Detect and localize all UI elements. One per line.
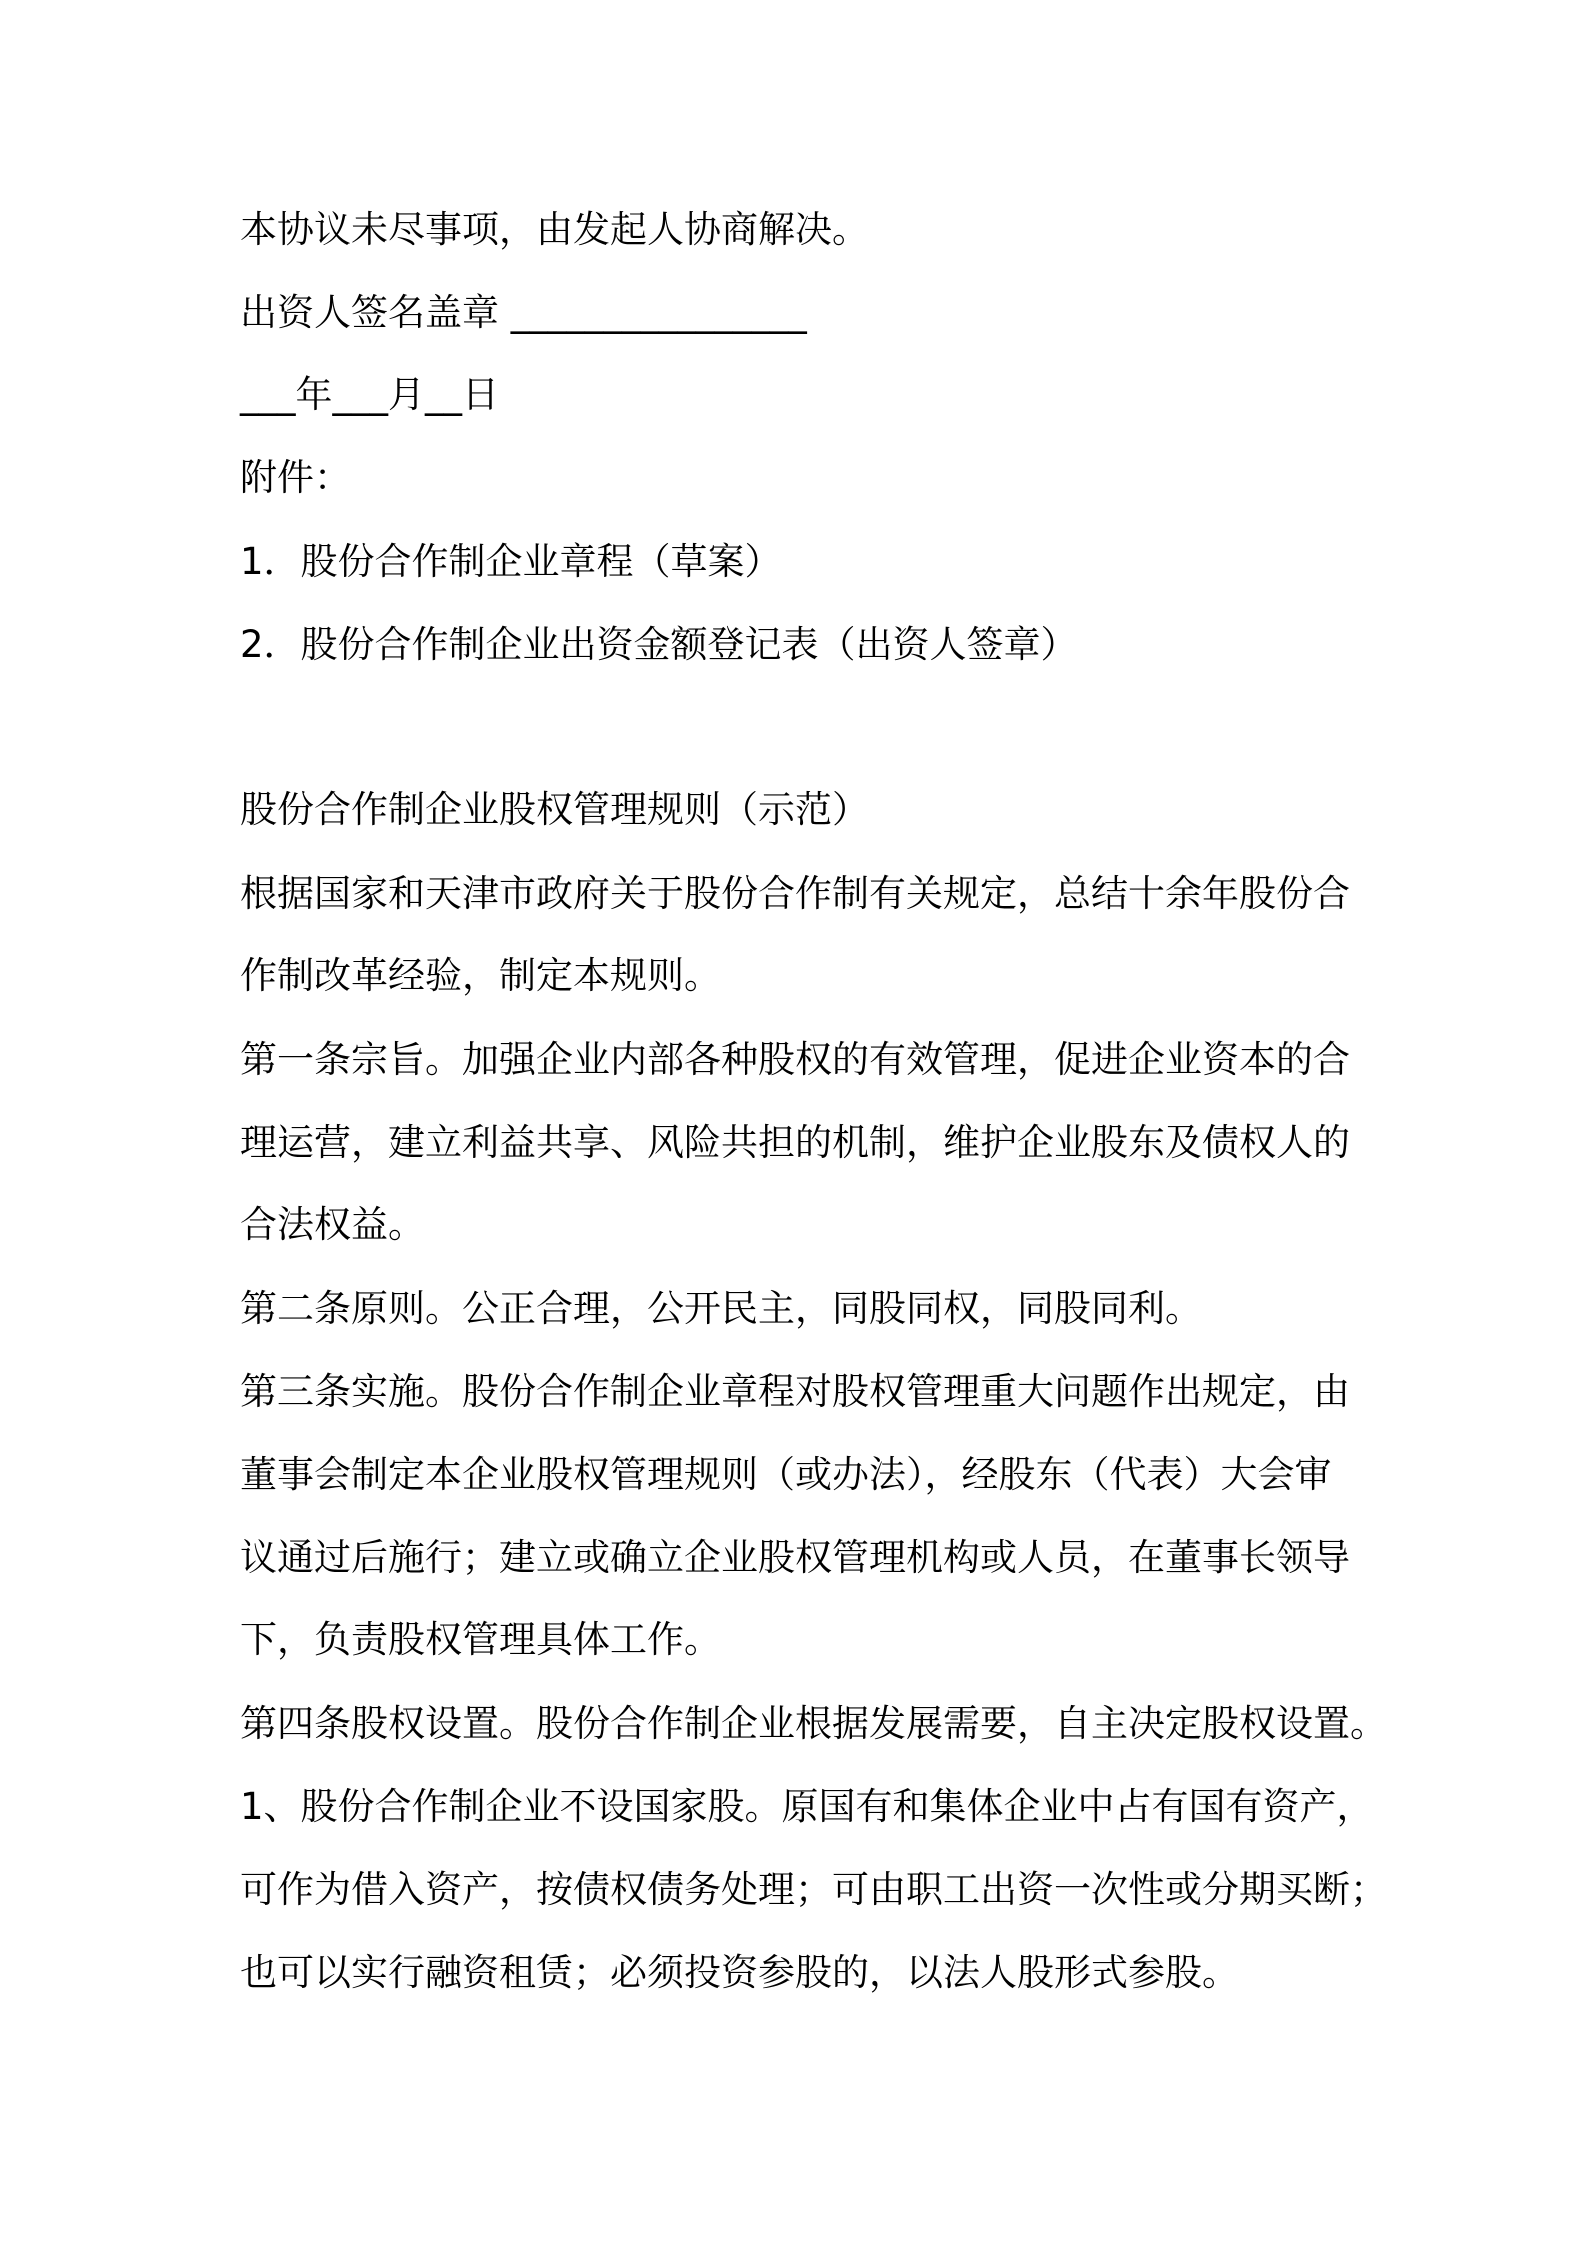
attachments-heading: 附件： [240,456,351,499]
paragraph-line: 根据国家和天津市政府关于股份合作制有关规定，总结十余年股份合 [240,872,1350,915]
paragraph-line: 可作为借入资产，按债权债务处理；可由职工出资一次性或分期买断； [240,1868,1387,1911]
paragraph-line: 第一条宗旨。加强企业内部各种股权的有效管理，促进企业资本的合 [240,1038,1350,1081]
paragraph-line: 下，负责股权管理具体工作。 [240,1618,721,1661]
paragraph-line: 合法权益。 [240,1203,425,1246]
paragraph-line: 1、股份合作制企业不设国家股。原国有和集体企业中占有国有资产， [240,1785,1374,1828]
paragraph-line: 议通过后施行；建立或确立企业股权管理机构或人员，在董事长领导 [240,1536,1350,1579]
paragraph-line: 理运营，建立利益共享、风险共担的机制，维护企业股东及债权人的 [240,1121,1350,1164]
paragraph-line: 第三条实施。股份合作制企业章程对股权管理重大问题作出规定，由 [240,1370,1350,1413]
paragraph-line: 也可以实行融资租赁；必须投资参股的，以法人股形式参股。 [240,1951,1239,1994]
closing-clause: 本协议未尽事项，由发起人协商解决。 [240,208,869,251]
paragraph-line: 作制改革经验，制定本规则。 [240,954,721,997]
date-line: ___年___月__日 [240,373,499,416]
signature-line: 出资人签名盖章 ________________ [240,291,807,334]
attachment-item: 2．股份合作制企业出资金额登记表（出资人签章） [240,623,1078,666]
paragraph-line: 董事会制定本企业股权管理规则（或办法），经股东（代表）大会审 [240,1453,1332,1496]
attachment-item: 1．股份合作制企业章程（草案） [240,540,782,583]
paragraph-line: 第四条股权设置。股份合作制企业根据发展需要，自主决定股权设置。 [240,1702,1387,1745]
rules-title: 股份合作制企业股权管理规则（示范） [240,788,869,831]
paragraph-line: 第二条原则。公正合理，公开民主，同股同权，同股同利。 [240,1287,1202,1330]
